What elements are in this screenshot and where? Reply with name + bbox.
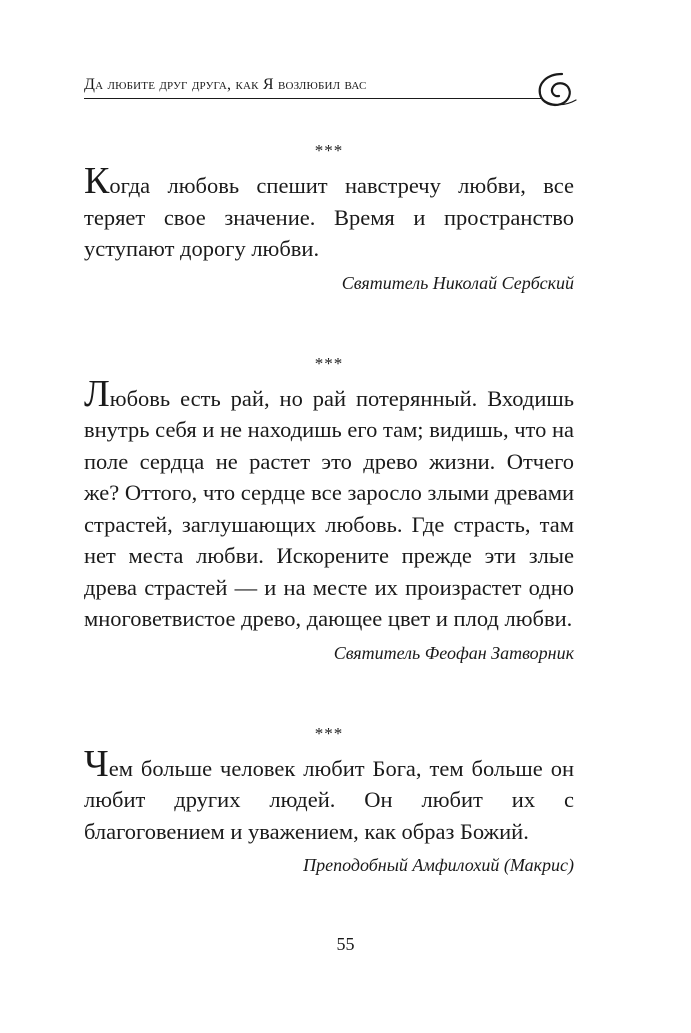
quote-block [84,140,574,295]
quote-body: огда любовь спешит навстречу любви, все теряет свое значение. Время и пространство уступают дорогу любви. [84,173,574,261]
swirl-ornament-icon [532,70,580,110]
quote-body: юбовь есть рай, но рай потерянный. Входишь внутрь себя и не находишь его там; видишь, что на поле сердца не растет это древо жизни. Отчего же? Оттого, что сердце все заросло злыми древами страстей, заглушающих любовь. Где страсть, там нет места любви. Искорените прежде эти злые древа страстей — и на месте их произрастет одно многоветвистое древо, дающее цвет и плод любви. [84,385,574,631]
quote-text [84,372,574,635]
quote-author: Святитель Феофан Затворник [333,642,574,663]
quote-block [84,723,574,878]
page-number: 55 [336,934,355,954]
section-separator: *** [314,723,344,743]
quote-body: ем больше человек любит Бога, тем больше он любит других людей. Он любит их с благоговением и уважением, как образ Божий. [84,755,574,844]
page-content [84,140,574,877]
initial-letter: Ч [84,742,109,785]
header-rule [84,98,542,99]
running-header-title: Да любите друг друга, как Я возлюбил вас [84,76,367,93]
quote-text [84,160,574,265]
quote-author: Святитель Николай Сербский [341,272,574,293]
quote-text [84,742,574,848]
section-separator: *** [314,141,344,160]
initial-letter: К [84,160,110,202]
quote-block [84,353,574,665]
section-separator: *** [314,353,344,373]
initial-letter: Л [84,372,110,415]
quote-author: Преподобный Амфилохий (Макрис) [303,855,574,875]
running-header [84,76,584,116]
